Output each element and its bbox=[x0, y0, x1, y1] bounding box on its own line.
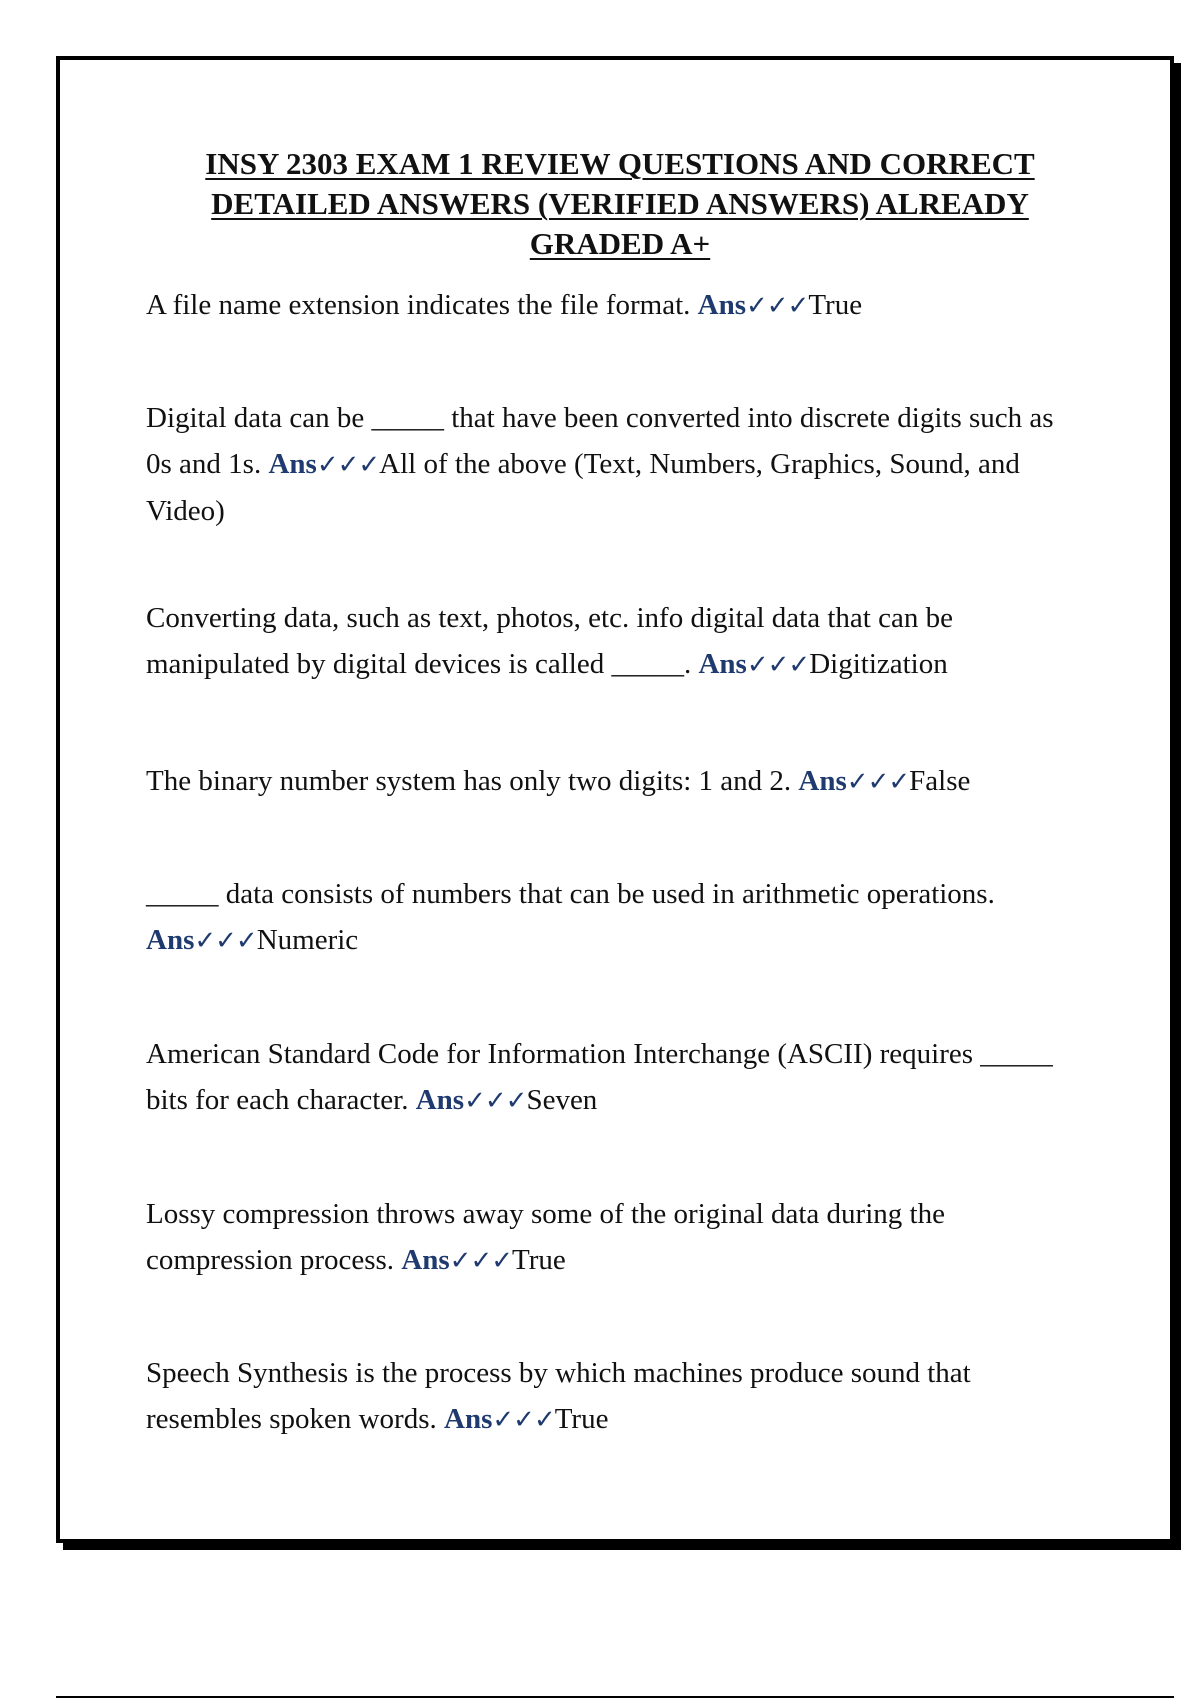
question-text: _____ data consists of numbers that can be used in arithmetic operations. bbox=[146, 878, 995, 910]
question-text: A file name extension indicates the file format. bbox=[146, 289, 691, 321]
question-text: The binary number system has only two digits: 1 and 2. bbox=[146, 765, 792, 797]
answer-marker: Ans bbox=[401, 1244, 450, 1276]
qa-item-1 bbox=[146, 282, 1086, 329]
qa-item-7 bbox=[146, 1191, 1086, 1284]
answer-marker: Ans bbox=[697, 289, 746, 321]
qa-item-2 bbox=[146, 395, 1086, 534]
answer-text: Digitization bbox=[809, 648, 948, 680]
check-marks-icon: ✓✓✓ bbox=[746, 650, 810, 680]
answer-marker: Ans bbox=[415, 1084, 465, 1116]
answer-text: True bbox=[554, 1403, 609, 1435]
question-text: Speech Synthesis is the process by which machines produce sound that resembles spoken words. bbox=[146, 1357, 971, 1435]
answer-marker: Ans bbox=[444, 1403, 493, 1435]
qa-item-5 bbox=[146, 871, 1086, 964]
check-marks-icon: ✓✓✓ bbox=[464, 1086, 527, 1116]
answer-text: True bbox=[808, 289, 863, 321]
check-marks-icon: ✓✓✓ bbox=[194, 926, 257, 956]
page-divider bbox=[56, 1696, 1174, 1698]
question-text: Lossy compression throws away some of the original data during the compression process. bbox=[146, 1198, 945, 1276]
qa-item-8 bbox=[146, 1350, 1086, 1443]
qa-item-6 bbox=[146, 1031, 1086, 1124]
qa-item-4 bbox=[146, 758, 1086, 805]
answer-text: Seven bbox=[526, 1084, 598, 1116]
answer-marker: Ans bbox=[146, 924, 195, 956]
question-text: American Standard Code for Information Interchange (ASCII) requires _____ bits for each character. bbox=[146, 1038, 1053, 1116]
check-marks-icon: ✓✓✓ bbox=[449, 1246, 513, 1276]
document-title: INSY 2303 EXAM 1 REVIEW QUESTIONS AND CORRECT DETAILED ANSWERS (VERIFIED ANSWERS) ALREADY GRADED A+ bbox=[205, 146, 1035, 261]
question-text: Digital data can be _____ that have been converted into discrete digits such as 0s and 1s. bbox=[146, 402, 1054, 480]
answer-text: True bbox=[512, 1244, 566, 1276]
check-marks-icon: ✓✓✓ bbox=[745, 291, 809, 321]
answer-marker: Ans bbox=[698, 648, 747, 680]
check-marks-icon: ✓✓✓ bbox=[492, 1405, 555, 1435]
check-marks-icon: ✓✓✓ bbox=[316, 450, 380, 480]
question-text: Converting data, such as text, photos, etc. info digital data that can be manipulated by digital devices is called _____. bbox=[146, 602, 953, 680]
answer-marker: Ans bbox=[798, 765, 847, 797]
answer-text: All of the above (Text, Numbers, Graphics, Sound, and Video) bbox=[146, 448, 1020, 527]
qa-item-3 bbox=[146, 595, 1086, 688]
check-marks-icon: ✓✓✓ bbox=[846, 767, 910, 797]
answer-marker: Ans bbox=[268, 448, 317, 480]
answer-text: Numeric bbox=[256, 924, 359, 956]
answer-text: False bbox=[909, 765, 971, 797]
